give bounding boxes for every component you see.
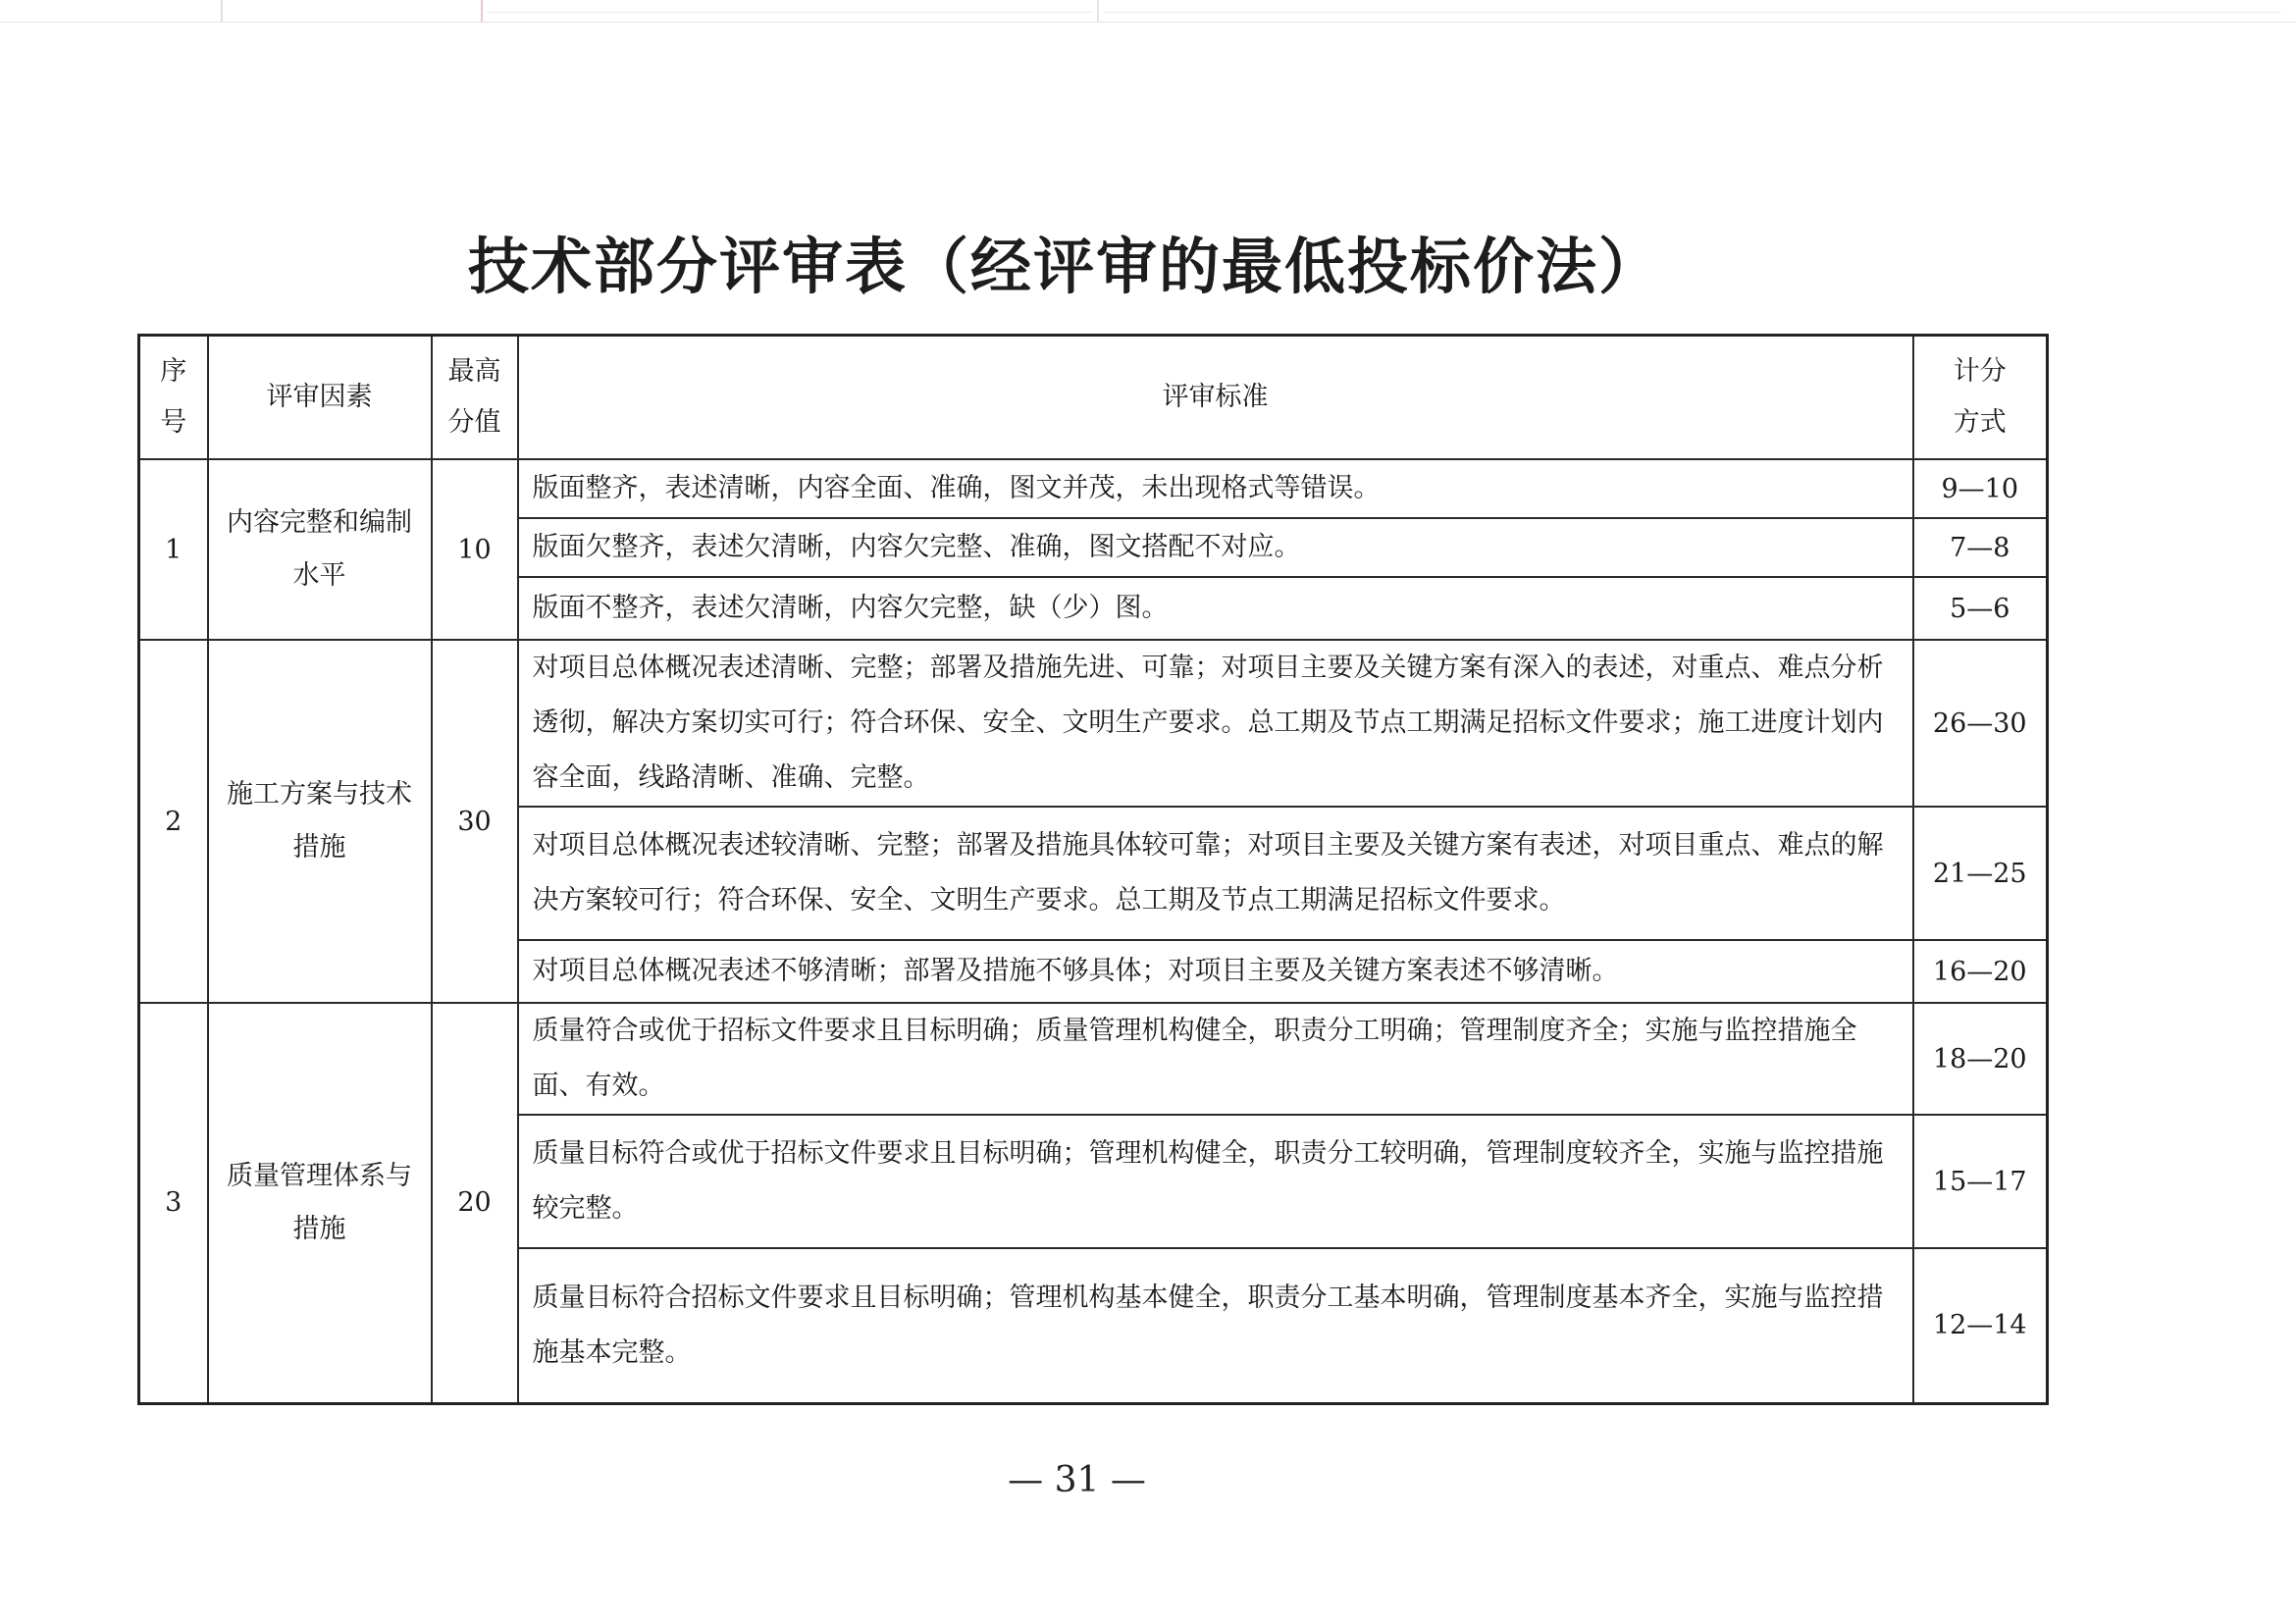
header-row — [139, 336, 2048, 460]
document-title: 技术部分评审表（经评审的最低投标价法） — [467, 231, 1661, 302]
scan-mark — [481, 0, 483, 22]
scan-mark — [1104, 12, 2281, 13]
criteria-text: 质量符合或优于招标文件要求且目标明确；质量管理机构健全，职责分工明确；管理制度齐全；实施与监控措施全面、有效。 — [518, 1003, 1913, 1115]
criteria-text: 对项目总体概况表述较清晰、完整；部署及措施具体较可靠；对项目主要及关键方案有表述，对项目重点、难点的解决方案较可行；符合环保、安全、文明生产要求。总工期及节点工期满足招标文件要求。 — [518, 807, 1913, 940]
header-method-line2: 方式 — [1953, 407, 2007, 438]
row-factor: 内容完整和编制水平 — [208, 459, 432, 640]
criteria-score: 5—6 — [1913, 577, 2048, 640]
row-index: 3 — [139, 1003, 208, 1403]
page-number: — 31 — — [1008, 1460, 1146, 1500]
header-factor: 评审因素 — [208, 336, 432, 460]
table-row — [139, 1003, 2048, 1115]
scan-top-edge — [0, 0, 2296, 23]
row-index: 2 — [139, 640, 208, 1003]
row-index: 1 — [139, 459, 208, 640]
criteria-score: 9—10 — [1913, 459, 2048, 518]
criteria-score: 12—14 — [1913, 1248, 2048, 1403]
criteria-score: 7—8 — [1913, 518, 2048, 577]
table-body — [139, 459, 2048, 1403]
header-idx: 序号 — [139, 336, 208, 460]
row-max-score: 30 — [432, 640, 518, 1003]
header-method-line1: 计分 — [1953, 356, 2007, 387]
criteria-text: 版面整齐，表述清晰，内容全面、准确，图文并茂，未出现格式等错误。 — [518, 459, 1913, 518]
criteria-score: 21—25 — [1913, 807, 2048, 940]
scan-mark — [221, 0, 223, 22]
criteria-text: 版面不整齐，表述欠清晰，内容欠完整，缺（少）图。 — [518, 577, 1913, 640]
review-table — [137, 334, 2049, 1405]
header-max-score — [432, 336, 518, 460]
scan-mark — [486, 12, 1094, 13]
criteria-score: 26—30 — [1913, 640, 2048, 807]
table-row — [139, 459, 2048, 518]
row-factor: 质量管理体系与措施 — [208, 1003, 432, 1403]
criteria-text: 对项目总体概况表述不够清晰；部署及措施不够具体；对项目主要及关键方案表述不够清晰。 — [518, 940, 1913, 1003]
criteria-score: 15—17 — [1913, 1115, 2048, 1248]
table-row — [139, 640, 2048, 807]
scan-mark — [1097, 0, 1099, 22]
header-max-line1: 最高 — [447, 356, 501, 387]
criteria-text: 质量目标符合或优于招标文件要求且目标明确；管理机构健全，职责分工较明确，管理制度较齐全，实施与监控措施较完整。 — [518, 1115, 1913, 1248]
header-method — [1913, 336, 2048, 460]
row-factor: 施工方案与技术措施 — [208, 640, 432, 1003]
criteria-text: 对项目总体概况表述清晰、完整；部署及措施先进、可靠；对项目主要及关键方案有深入的表述，对重点、难点分析透彻，解决方案切实可行；符合环保、安全、文明生产要求。总工期及节点工期满足招标文件要求；施工进度计划内容全面，线路清晰、准确、完整。 — [518, 640, 1913, 807]
criteria-score: 18—20 — [1913, 1003, 2048, 1115]
header-criteria: 评审标准 — [518, 336, 1913, 460]
row-max-score: 10 — [432, 459, 518, 640]
criteria-text: 质量目标符合招标文件要求且目标明确；管理机构基本健全，职责分工基本明确，管理制度基本齐全，实施与监控措施基本完整。 — [518, 1248, 1913, 1403]
row-max-score: 20 — [432, 1003, 518, 1403]
criteria-score: 16—20 — [1913, 940, 2048, 1003]
table-header — [139, 336, 2048, 460]
criteria-text: 版面欠整齐，表述欠清晰，内容欠完整、准确，图文搭配不对应。 — [518, 518, 1913, 577]
header-max-line2: 分值 — [447, 407, 501, 438]
